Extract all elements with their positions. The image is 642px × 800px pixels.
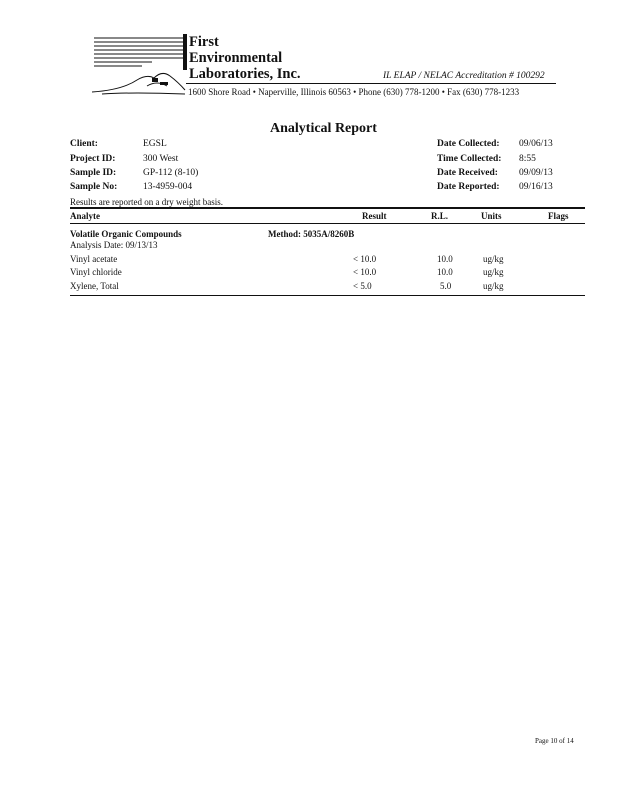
row-units: ug/kg: [483, 281, 504, 291]
sample-no-value: 13-4959-004: [143, 182, 193, 192]
company-name-line1: First: [189, 34, 219, 50]
project-id-value: 300 West: [143, 154, 179, 164]
row-analyte: Vinyl acetate: [70, 254, 118, 264]
group-name: Volatile Organic Compounds: [70, 229, 182, 239]
row-units: ug/kg: [483, 267, 504, 277]
col-header-result: Result: [362, 211, 387, 221]
sample-id-value: GP-112 (8-10): [143, 168, 199, 178]
col-header-analyte: Analyte: [70, 211, 100, 221]
row-analyte: Xylene, Total: [70, 281, 119, 291]
group-method: Method: 5035A/8260B: [268, 229, 355, 239]
date-reported-label: Date Reported:: [437, 182, 500, 192]
date-collected-value: 09/06/13: [519, 139, 553, 149]
date-reported-value: 09/16/13: [519, 182, 553, 192]
date-collected-label: Date Collected:: [437, 139, 500, 149]
analysis-date: Analysis Date: 09/13/13: [70, 240, 158, 250]
row-analyte: Vinyl chloride: [70, 267, 122, 277]
row-rl: 10.0: [437, 254, 453, 264]
header-bottom-rule: [70, 223, 585, 224]
row-result: < 5.0: [353, 281, 372, 291]
client-value: EGSL: [143, 139, 167, 149]
row-rl: 10.0: [437, 267, 453, 277]
table-top-rule: [70, 207, 585, 209]
row-result: < 10.0: [353, 254, 377, 264]
time-collected-label: Time Collected:: [437, 154, 502, 164]
project-id-label: Project ID:: [70, 154, 116, 164]
time-collected-value: 8:55: [519, 154, 536, 164]
company-address: 1600 Shore Road • Naperville, Illinois 60563 • Phone (630) 778-1200 • Fax (630) 778-1233: [188, 87, 520, 97]
date-received-value: 09/09/13: [519, 168, 553, 178]
row-result: < 10.0: [353, 267, 377, 277]
col-header-rl: R.L.: [431, 211, 449, 221]
sample-id-label: Sample ID:: [70, 168, 117, 178]
company-name-line2: Environmental: [189, 50, 283, 66]
col-header-units: Units: [481, 211, 502, 221]
sample-no-label: Sample No:: [70, 182, 118, 192]
row-rl: 5.0: [440, 281, 452, 291]
report-title: Analytical Report: [270, 121, 377, 136]
accreditation-number: IL ELAP / NELAC Accreditation # 100292: [383, 71, 545, 81]
row-units: ug/kg: [483, 254, 504, 264]
company-name-line3: Laboratories, Inc.: [189, 66, 301, 82]
page-number: Page 10 of 14: [535, 737, 574, 745]
client-label: Client:: [70, 139, 98, 149]
header-rule: [186, 83, 556, 84]
col-header-flags: Flags: [548, 211, 569, 221]
dry-weight-note: Results are reported on a dry weight basis.: [70, 197, 223, 207]
company-logo: [92, 34, 187, 100]
date-received-label: Date Received:: [437, 168, 498, 178]
table-bottom-rule: [70, 295, 585, 296]
